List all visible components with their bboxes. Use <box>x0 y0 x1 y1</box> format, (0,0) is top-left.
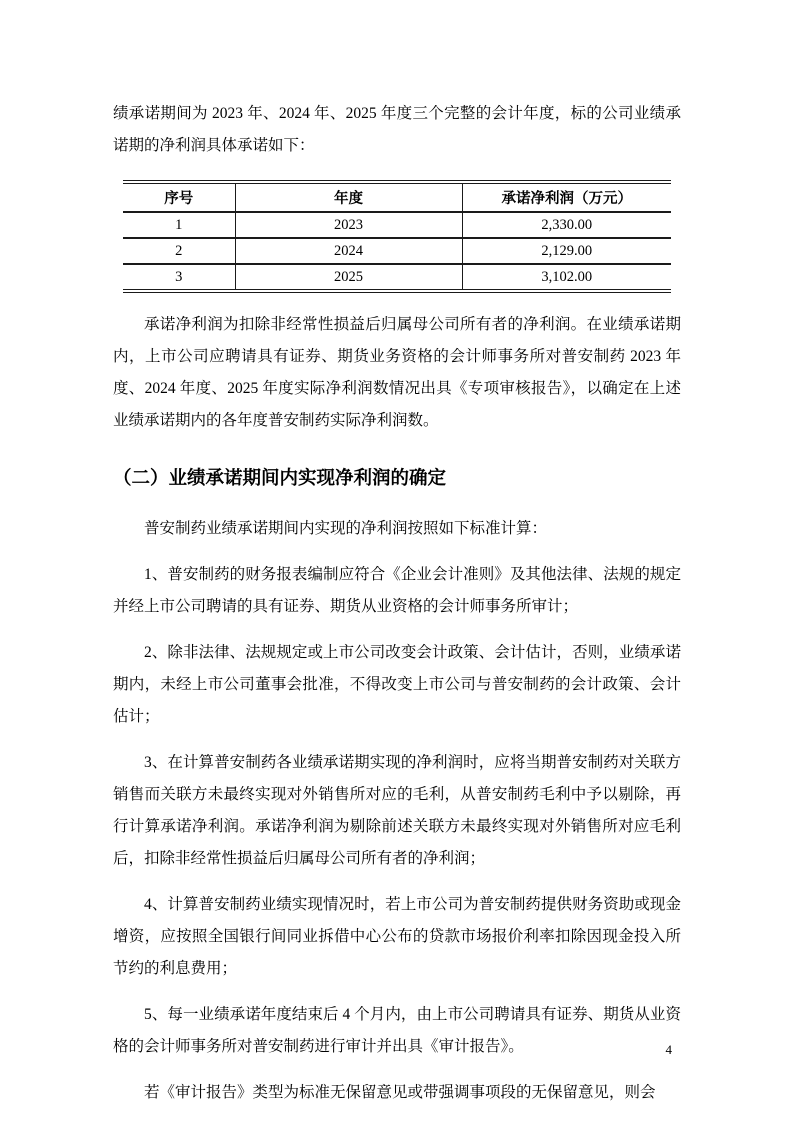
table-cell-seq: 3 <box>175 268 183 285</box>
section-heading: （二）业绩承诺期间内实现净利润的确定 <box>113 467 447 488</box>
list-item-5: 5、每一业绩承诺年度结束后 4 个月内，由上市公司聘请具有证券、期货从业资格的会计师事务所对普安制药进行审计并出具《审计报告》。 <box>113 1006 681 1055</box>
table-header-year: 年度 <box>235 182 462 212</box>
list-item-4: 4、计算普安制药业绩实现情况时，若上市公司为普安制药提供财务资助或现金增资，应按照全国银行间同业拆借中心公布的贷款市场报价利率扣除因现金投入所节约的利息费用； <box>113 896 681 977</box>
paragraph-intro: 绩承诺期间为 2023 年、2024 年、2025 年度三个完整的会计年度，标的公司业绩承诺期的净利润具体承诺如下： <box>113 105 681 154</box>
paragraph-last: 若《审计报告》类型为标准无保留意见或带强调事项段的无保留意见，则会 <box>144 1084 656 1101</box>
table-row <box>123 238 671 264</box>
list-item-3: 3、在计算普安制药各业绩承诺期实现的净利润时，应将当期普安制药对关联方销售而关联方未最终实现对外销售所对应的毛利，从普安制药毛利中予以剔除，再行计算承诺净利润。承诺净利润为剔除前述关联方未最终实现对外销售所对应毛利后，扣除非经常性损益后归属母公司所有者的净利润； <box>113 754 681 867</box>
table-cell-year: 2024 <box>235 238 462 264</box>
table-header-profit: 承诺净利润（万元） <box>462 182 671 212</box>
paragraph-standard: 普安制药业绩承诺期间内实现的净利润按照如下标准计算： <box>144 520 548 537</box>
list-item-2: 2、除非法律、法规规定或上市公司改变会计政策、会计估计，否则，业绩承诺期内，未经上市公司董事会批准，不得改变上市公司与普安制药的会计政策、会计估计； <box>113 644 681 725</box>
table-cell-profit: 2,129.00 <box>462 238 671 264</box>
table-row <box>123 212 671 238</box>
table-cell-year: 2025 <box>235 264 462 291</box>
table-cell-profit: 3,102.00 <box>462 264 671 291</box>
page-number: 4 <box>665 1042 672 1057</box>
table-row <box>123 264 671 291</box>
table-cell-seq: 2 <box>123 238 235 264</box>
paragraph-after-table: 承诺净利润为扣除非经常性损益后归属母公司所有者的净利润。在业绩承诺期内，上市公司应聘请具有证券、期货业务资格的会计师事务所对普安制药 2023 年度、2024 年度、2025 年度实际净利润数情况出具《专项审核报告》，以确定在上述业绩承诺期内的各年度普安制药实际净利润数。 <box>113 316 681 429</box>
table-header-seq: 序号 <box>123 182 235 212</box>
list-item-1: 1、普安制药的财务报表编制应符合《企业会计准则》及其他法律、法规的规定并经上市公司聘请的具有证券、期货从业资格的会计师事务所审计； <box>113 566 681 615</box>
table-cell-seq: 1 <box>123 212 235 238</box>
commitment-table <box>123 180 671 293</box>
document-content <box>113 84 681 1122</box>
table-cell-profit: 2,330.00 <box>462 212 671 238</box>
table-header-row <box>123 182 671 212</box>
table-cell-year: 2023 <box>235 212 462 238</box>
